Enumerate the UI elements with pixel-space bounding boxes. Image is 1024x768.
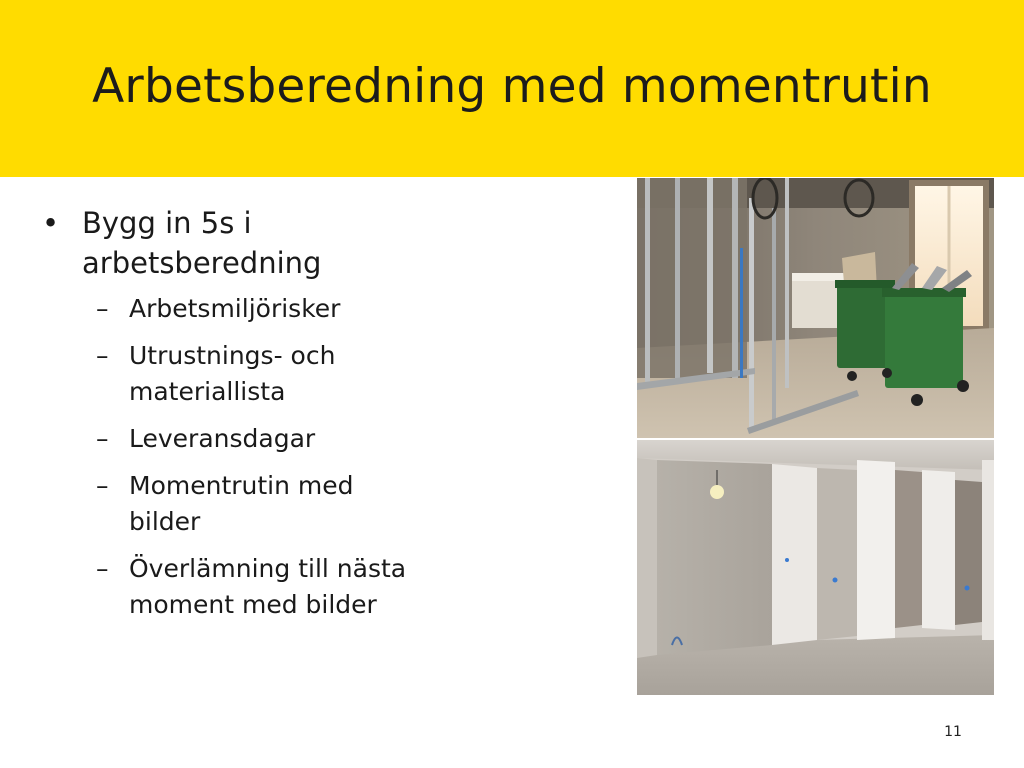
drywall-room-photo [637, 440, 994, 695]
sub-bullet-utrustningslista [96, 338, 469, 410]
dash-bullet-icon: – [96, 471, 109, 500]
bullet-list [42, 203, 602, 634]
drywall-room-image [637, 440, 994, 695]
sub-bullet-overlamning [96, 551, 469, 623]
main-bullet [42, 203, 412, 283]
sub-bullet-line-1: Leveransdagar [129, 424, 316, 453]
sub-bullet-line-1: Överlämning till nästa [129, 554, 407, 583]
page-number: 11 [944, 724, 962, 740]
dash-bullet-icon: – [96, 294, 109, 323]
slide-title: Arbetsberedning med momentrutin [92, 59, 932, 114]
sub-bullet-line-2: bilder [129, 507, 201, 536]
bullet-dot-icon: • [42, 206, 60, 240]
sub-bullet-momentrutin [96, 468, 469, 540]
sub-bullet-line-1: Arbetsmiljörisker [129, 294, 341, 323]
sub-bullet-line-2: materiallista [129, 377, 286, 406]
sub-bullet-list [42, 291, 602, 623]
construction-site-image [637, 178, 994, 438]
sub-bullet-arbetsmiljorisker [96, 291, 469, 327]
main-bullet-line-2: arbetsberedning [82, 246, 322, 280]
sub-bullet-leveransdagar [96, 421, 469, 457]
dash-bullet-icon: – [96, 424, 109, 453]
sub-bullet-line-1: Momentrutin med [129, 471, 354, 500]
sub-bullet-line-2: moment med bilder [129, 590, 377, 619]
main-bullet-line-1: Bygg in 5s i [82, 206, 252, 240]
sub-bullet-line-1: Utrustnings- och [129, 341, 336, 370]
dash-bullet-icon: – [96, 554, 109, 583]
dash-bullet-icon: – [96, 341, 109, 370]
construction-site-photo [637, 178, 994, 438]
